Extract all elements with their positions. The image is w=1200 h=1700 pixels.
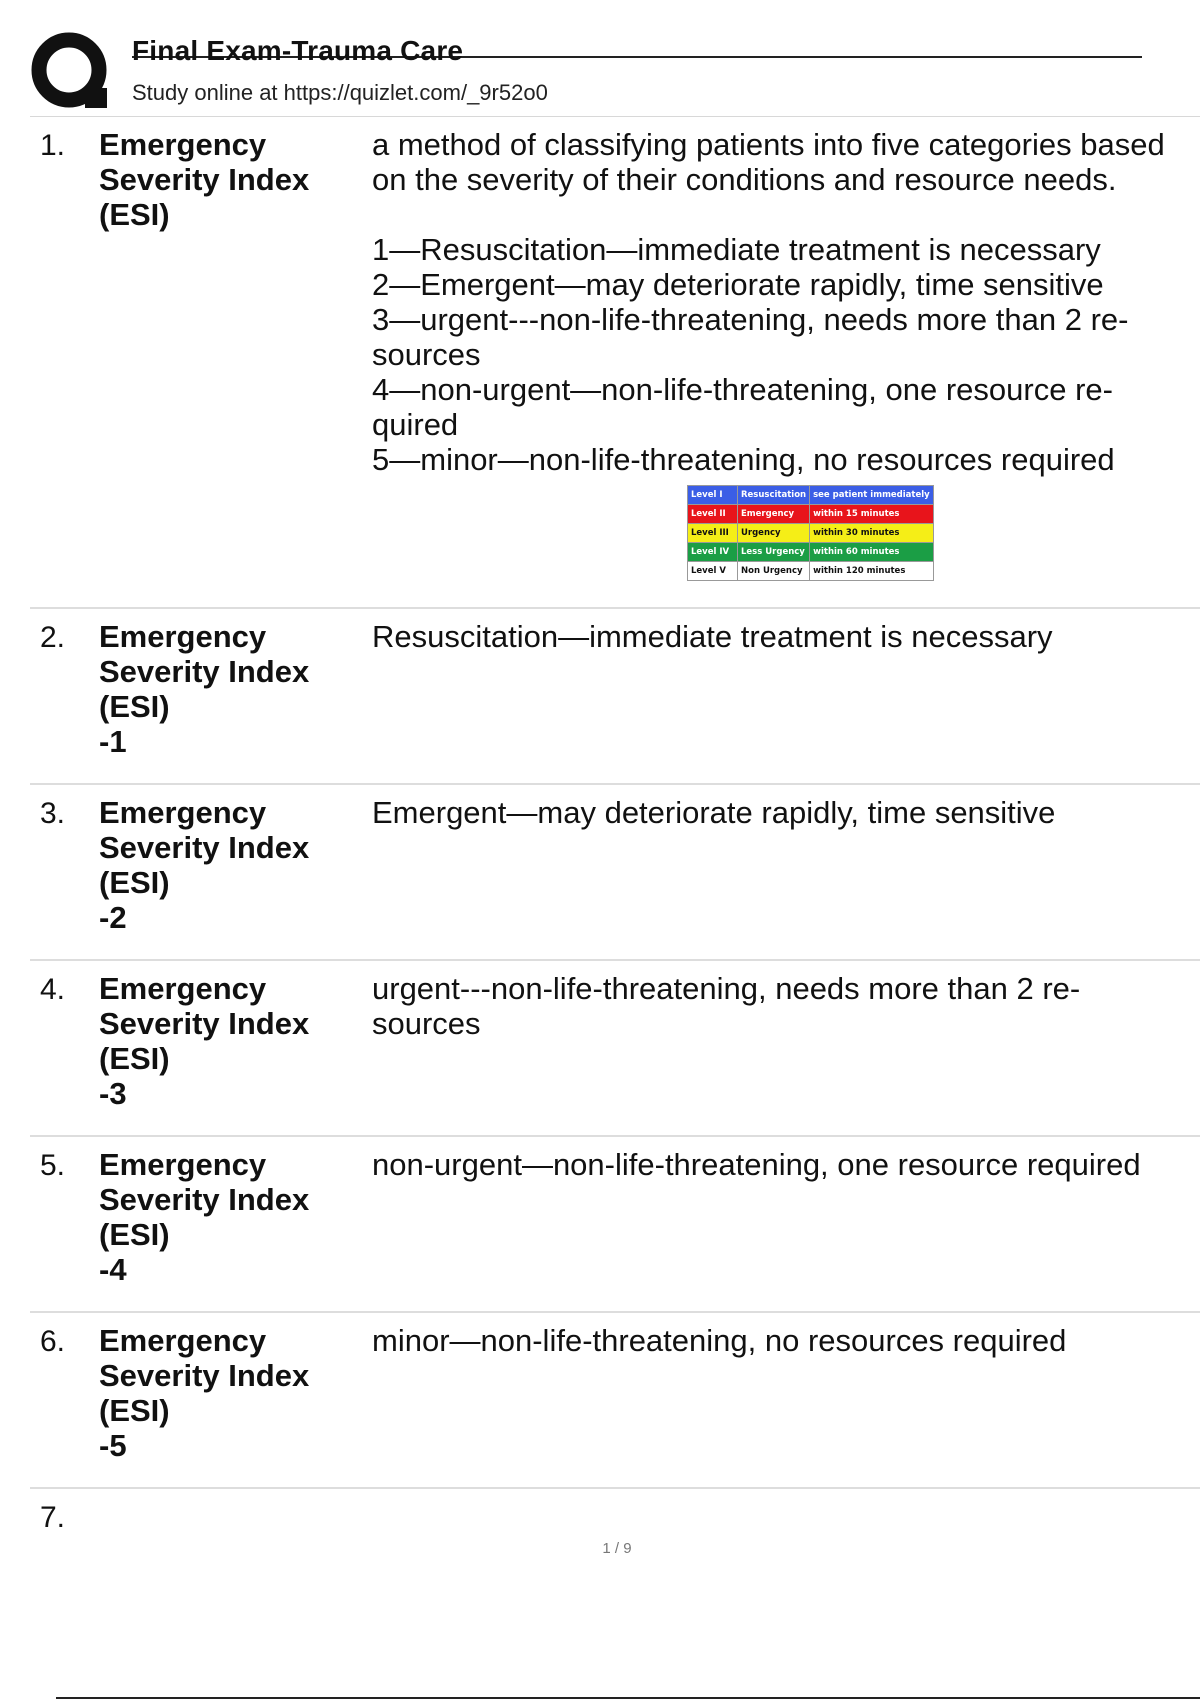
term-line: (ESI) [99, 1041, 170, 1076]
card-term [99, 127, 359, 232]
esi-timing-cell: within 60 minutes [810, 543, 934, 562]
definition-line: quired [372, 407, 459, 442]
study-online-link[interactable]: Study online at https://quizlet.com/_9r52o0 [132, 80, 548, 105]
esi-category-cell: Emergency [738, 505, 810, 524]
card-number: 7. [40, 1501, 66, 1534]
term-line: Severity Index [99, 654, 310, 689]
definition-line: 1—Resuscitation—immediate treatment is necessary [372, 232, 1101, 267]
footer-rule [56, 1697, 1200, 1699]
definition-line: sources [372, 337, 481, 372]
esi-level-cell: Level IV [688, 543, 738, 562]
esi-levels-table [687, 485, 934, 581]
esi-timing-cell: see patient immediately [810, 486, 934, 505]
esi-level-cell: Level III [688, 524, 738, 543]
term-line: Severity Index [99, 1006, 310, 1041]
definition-line: 5—minor—non-life-threatening, no resources required [372, 442, 1115, 477]
flashcard [30, 117, 1200, 609]
document-header [0, 0, 1200, 118]
card-term [99, 1323, 359, 1463]
term-line: (ESI) [99, 197, 170, 232]
term-line: (ESI) [99, 1393, 170, 1428]
esi-table-row [688, 562, 934, 581]
flashcard [30, 1137, 1200, 1313]
card-number: 3. [40, 797, 66, 830]
flashcard [30, 609, 1200, 785]
term-line: (ESI) [99, 689, 170, 724]
esi-table-row [688, 505, 934, 524]
esi-timing-cell: within 30 minutes [810, 524, 934, 543]
flashcard [30, 785, 1200, 961]
esi-category-cell: Urgency [738, 524, 810, 543]
term-line: Severity Index [99, 1358, 310, 1393]
card-number: 5. [40, 1149, 66, 1182]
esi-level-cell: Level V [688, 562, 738, 581]
card-definition [372, 127, 1192, 477]
definition-line: a method of classifying patients into five categories based [372, 127, 1165, 162]
card-definition: minor—non-life-threatening, no resources required [372, 1323, 1067, 1358]
term-line: Emergency [99, 127, 267, 162]
term-line: Emergency [99, 795, 267, 830]
term-line: Severity Index [99, 162, 310, 197]
card-number: 2. [40, 621, 66, 654]
esi-category-cell: Less Urgency [738, 543, 810, 562]
term-line: Emergency [99, 971, 267, 1006]
esi-table-row [688, 486, 934, 505]
esi-timing-cell: within 120 minutes [810, 562, 934, 581]
term-line: Severity Index [99, 1182, 310, 1217]
term-line: -3 [99, 1076, 127, 1111]
flashcard-list [30, 117, 1200, 1549]
esi-level-cell: Level I [688, 486, 738, 505]
card-term [99, 1147, 359, 1287]
esi-category-cell: Non Urgency [738, 562, 810, 581]
card-term [99, 971, 359, 1111]
page-number: 1 / 9 [602, 1540, 632, 1557]
card-number: 4. [40, 973, 66, 1006]
esi-table-row [688, 543, 934, 562]
quizlet-logo-icon [30, 30, 114, 114]
term-line: Emergency [99, 1323, 267, 1358]
term-line: -1 [99, 724, 127, 759]
term-line: Emergency [99, 1147, 267, 1182]
term-line: -4 [99, 1252, 127, 1287]
term-line: -5 [99, 1428, 127, 1463]
term-line: (ESI) [99, 1217, 170, 1252]
document-title: Final Exam-Trauma Care [132, 35, 464, 66]
card-term [99, 795, 359, 935]
card-definition: non-urgent—non-life-threatening, one resource required [372, 1147, 1141, 1182]
card-number: 6. [40, 1325, 66, 1358]
definition-line: urgent---non-life-threatening, needs more than 2 re- [372, 971, 1081, 1006]
definition-line: sources [372, 1006, 481, 1041]
term-line: Emergency [99, 619, 267, 654]
flashcard [30, 1313, 1200, 1489]
card-definition: Resuscitation—immediate treatment is necessary [372, 619, 1053, 654]
definition-line: on the severity of their conditions and resource needs. [372, 162, 1117, 197]
term-line: (ESI) [99, 865, 170, 900]
esi-table-row [688, 524, 934, 543]
card-definition [372, 971, 1192, 1041]
definition-line: 4—non-urgent—non-life-threatening, one resource re- [372, 372, 1113, 407]
esi-level-cell: Level II [688, 505, 738, 524]
card-definition: Emergent—may deteriorate rapidly, time sensitive [372, 795, 1056, 830]
definition-line: 3—urgent---non-life-threatening, needs more than 2 re- [372, 302, 1129, 337]
esi-category-cell: Resuscitation [738, 486, 810, 505]
card-term [99, 619, 359, 759]
flashcard [30, 961, 1200, 1137]
esi-timing-cell: within 15 minutes [810, 505, 934, 524]
definition-line: 2—Emergent—may deteriorate rapidly, time sensitive [372, 267, 1104, 302]
term-line: Severity Index [99, 830, 310, 865]
card-number: 1. [40, 129, 66, 162]
term-line: -2 [99, 900, 127, 935]
